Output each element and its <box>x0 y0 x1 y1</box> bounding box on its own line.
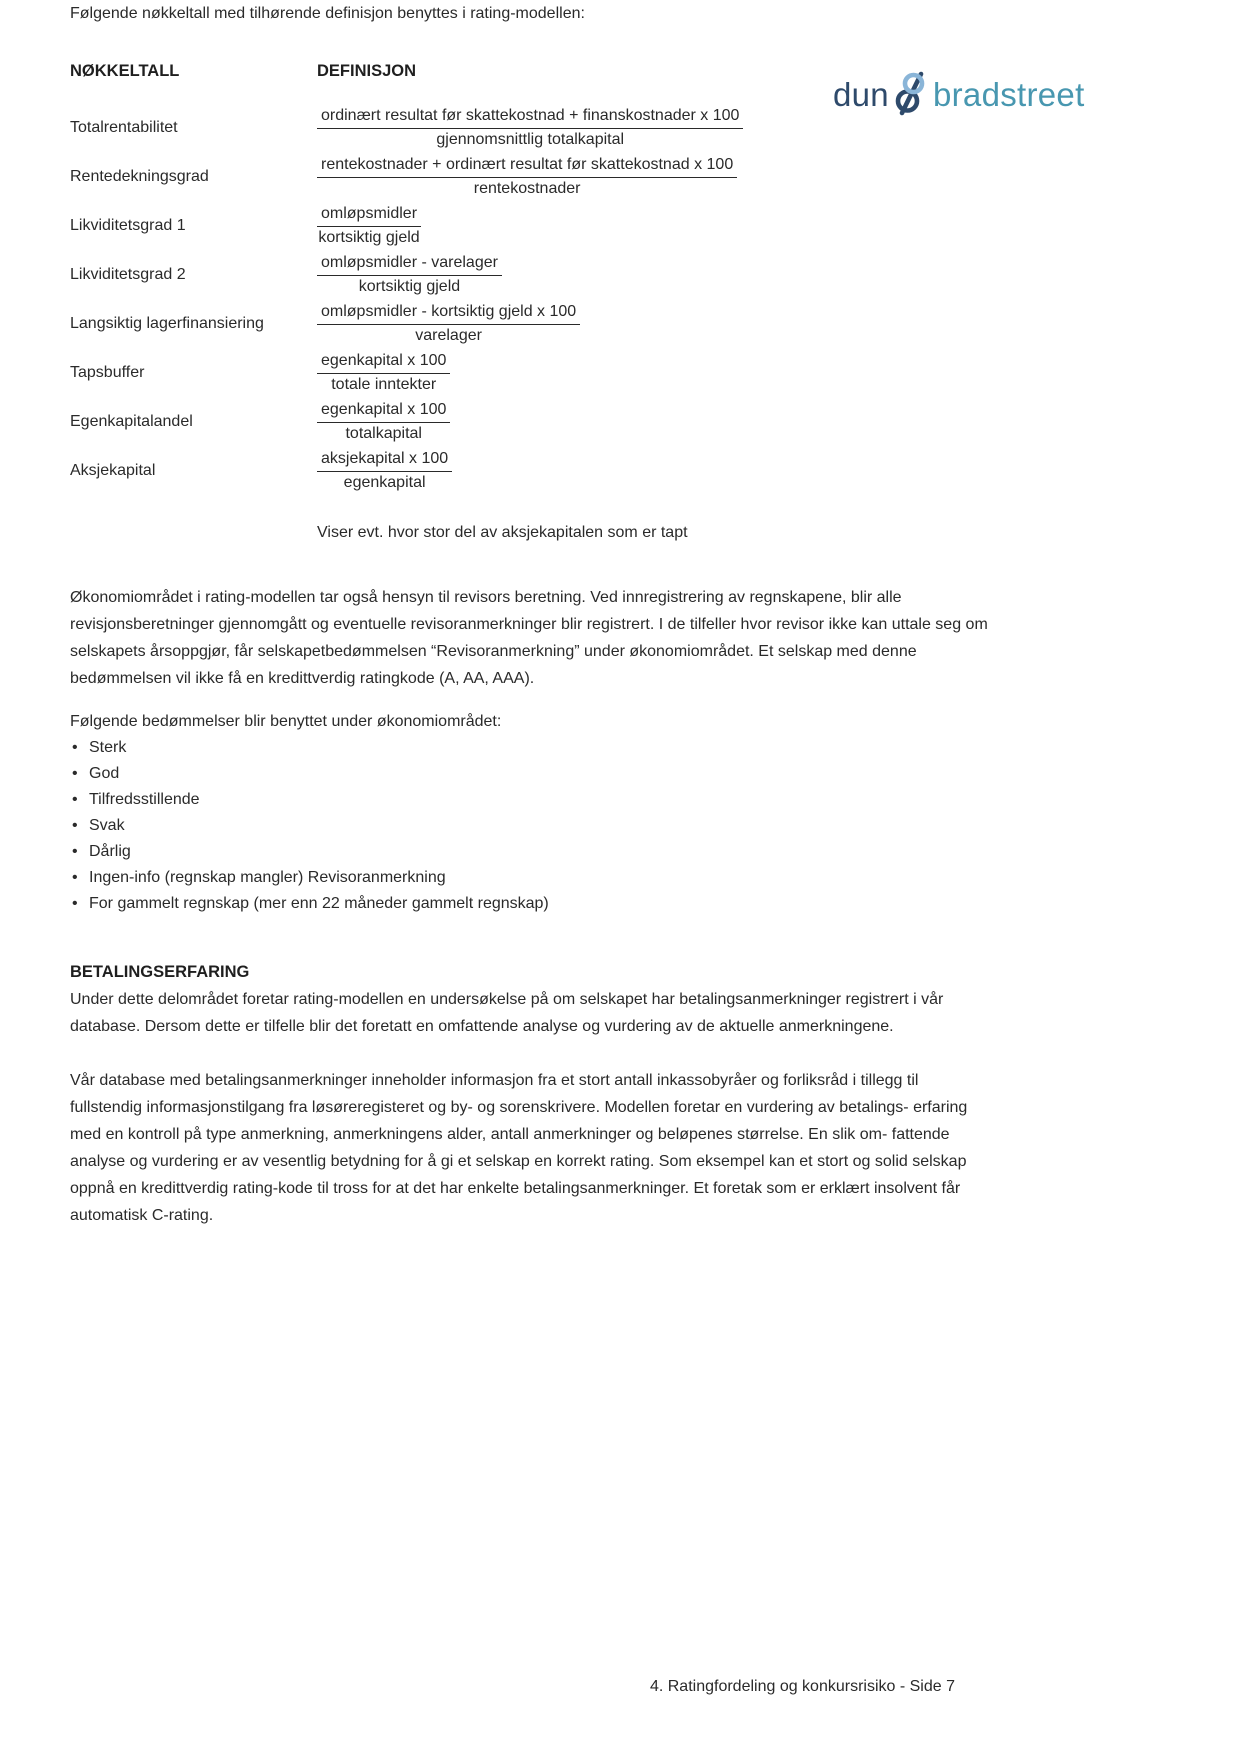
aksjekapital-note: Viser evt. hvor stor del av aksjekapitalen som er tapt <box>317 524 688 541</box>
fraction-numerator: omløpsmidler <box>317 203 421 227</box>
fraction-numerator: egenkapital x 100 <box>317 350 450 374</box>
table-row <box>70 350 990 396</box>
row-label: Tapsbuffer <box>70 364 145 381</box>
definition-fraction <box>317 448 452 494</box>
fraction-denominator: egenkapital <box>343 474 426 491</box>
table-row <box>70 203 990 249</box>
row-label: Aksjekapital <box>70 462 156 479</box>
definition-fraction <box>317 399 450 445</box>
list-item: • Tilfredsstillende <box>70 787 990 813</box>
table-row <box>70 105 990 151</box>
definition-fraction <box>317 301 580 347</box>
definition-fraction <box>317 252 502 298</box>
fraction-numerator: omløpsmidler - kortsiktig gjeld x 100 <box>317 301 580 325</box>
key-figures-header <box>70 58 990 85</box>
table-row <box>70 399 990 445</box>
fraction-numerator: egenkapital x 100 <box>317 399 450 423</box>
assessments-list <box>70 735 990 917</box>
table-row <box>70 448 990 494</box>
page-footer: 4. Ratingfordeling og konkursrisiko - Side 7 <box>649 1678 955 1695</box>
fraction-denominator: rentekostnader <box>473 180 581 197</box>
fraction-denominator: varelager <box>415 327 482 344</box>
fraction-numerator: ordinært resultat før skattekostnad + finanskostnader x 100 <box>317 105 743 129</box>
fraction-denominator: totalkapital <box>345 425 422 442</box>
table-row <box>70 301 990 347</box>
fraction-denominator: kortsiktig gjeld <box>358 278 461 295</box>
page-content <box>70 0 990 1229</box>
list-item: • Svak <box>70 813 990 839</box>
row-label: Langsiktig lagerfinansiering <box>70 315 264 332</box>
fraction-numerator: aksjekapital x 100 <box>317 448 452 472</box>
logo-text-bradstreet: bradstreet <box>932 75 1085 113</box>
fraction-denominator: gjennomsnittlig totalkapital <box>436 131 625 148</box>
row-label: Likviditetsgrad 2 <box>70 266 186 283</box>
definition-fraction <box>317 105 743 151</box>
fraction-numerator: rentekostnader + ordinært resultat før skattekostnad x 100 <box>317 154 737 178</box>
list-item: • Dårlig <box>70 839 990 865</box>
logo-text-dun: dun <box>833 75 889 113</box>
row-label: Totalrentabilitet <box>70 119 178 136</box>
list-item: • Ingen-info (regnskap mangler) Revisoranmerkning <box>70 865 990 891</box>
assessments-intro: Følgende bedømmelser blir benyttet under økonomiområdet: <box>70 713 502 730</box>
list-item: • For gammelt regnskap (mer enn 22 måneder gammelt regnskap) <box>70 891 990 917</box>
table-row <box>70 252 990 298</box>
list-item: • Sterk <box>70 735 990 761</box>
payment-paragraph-2: Vår database med betalingsanmerkninger inneholder informasjon fra et stort antall inkassobyråer og forliksråd i tillegg til fullstendig informasjonstilgang fra løsøreregisteret og by- og sorenskrivere. Modellen foretar en vurdering av betalings- erfaring med en kontroll på type anmerkning, anmerkningens alder, antall anmerkninger og beløpenes størrelse. En slik om- fattende analyse og vurdering er av vesentlig betydning for å gi et selskap en korrekt rating. Som eksempel kan et stort og solid selskap oppnå en kredittverdig rating-kode til tross for at det har enkelte betalingsanmerkninger. Et foretak som er erklært insolvent får automatisk C-rating. <box>70 1072 968 1224</box>
betalingserfaring-heading: BETALINGSERFARING <box>70 963 250 981</box>
list-item: • God <box>70 761 990 787</box>
definition-fraction <box>317 154 737 200</box>
column-header-definisjon: DEFINISJON <box>317 62 417 80</box>
intro-text: Følgende nøkkeltall med tilhørende definisjon benyttes i rating-modellen: <box>70 5 585 22</box>
row-label: Rentedekningsgrad <box>70 168 209 185</box>
economy-paragraph: Økonomiområdet i rating-modellen tar også hensyn til revisors beretning. Ved innregistrering av regnskapene, blir alle revisjonsberetninger gjennomgått og eventuelle revisoranmerkninger blir registrert. I de tilfeller hvor revisor ikke kan uttale seg om selskapets årsoppgjør, får selskapetbedømmelsen “Revisoranmerkning” under økonomiområdet. Et selskap med denne bedømmelsen vil ikke få en kredittverdig ratingkode (A, AA, AAA). <box>70 589 988 687</box>
fraction-denominator: kortsiktig gjeld <box>318 229 420 246</box>
payment-paragraph-1: Under dette delområdet foretar rating-modellen en undersøkelse på om selskapet har betalingsanmerkninger registrert i vår database. Dersom dette er tilfelle blir det foretatt en omfattende analyse og vurdering av de aktuelle anmerkningene. <box>70 991 944 1035</box>
column-header-nokkeltall: NØKKELTALL <box>70 62 180 80</box>
definition-fraction <box>317 203 421 249</box>
definition-fraction <box>317 350 450 396</box>
fraction-numerator: omløpsmidler - varelager <box>317 252 502 276</box>
table-row <box>70 154 990 200</box>
row-label: Egenkapitalandel <box>70 413 193 430</box>
key-figures-table <box>70 105 990 494</box>
fraction-denominator: totale inntekter <box>331 376 437 393</box>
row-label: Likviditetsgrad 1 <box>70 217 186 234</box>
